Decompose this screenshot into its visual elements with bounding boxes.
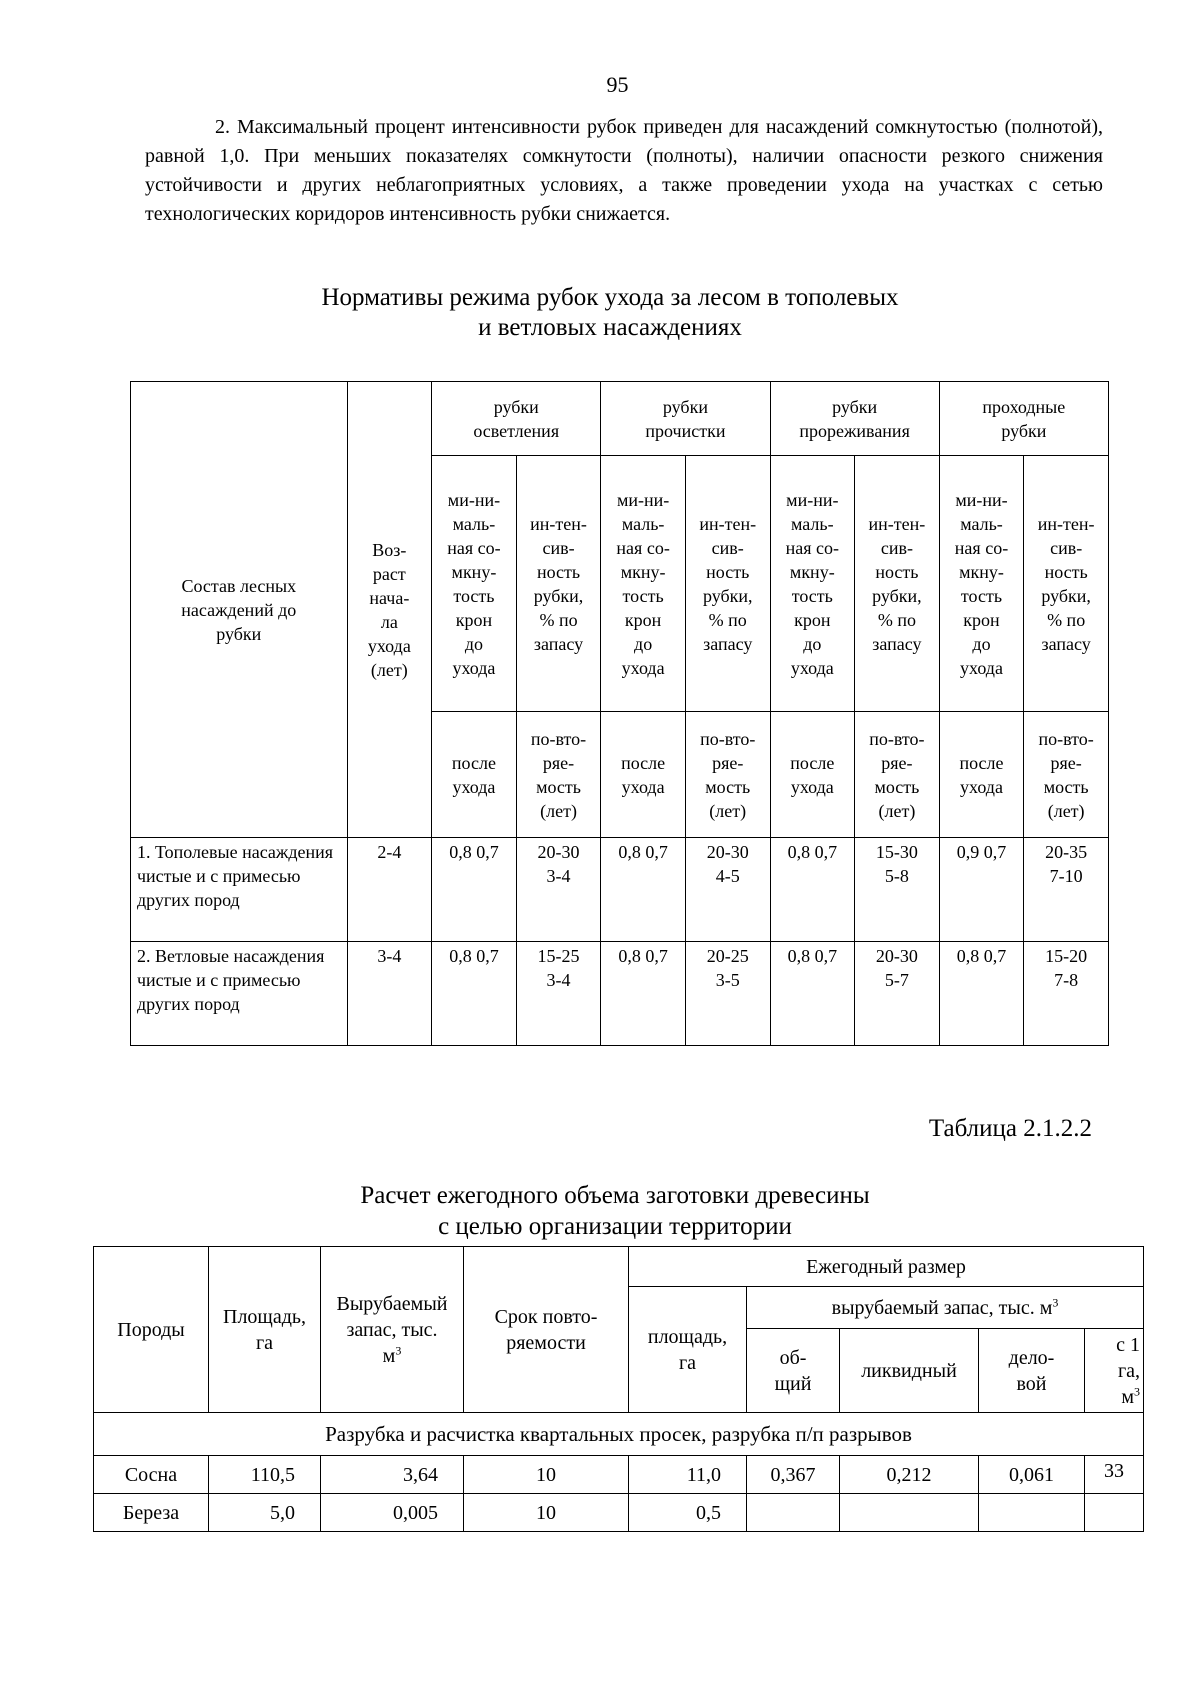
row-value: 0,8 0,7 [939, 942, 1024, 1046]
row-value: 20-30 5-7 [855, 942, 940, 1046]
header-repeat-interval: по-вто-ряе-мость (лет) [1024, 712, 1109, 838]
cell-annual-area: 0,5 [629, 1494, 747, 1532]
header-annual-area: площадь, га [629, 1287, 747, 1413]
table1-title-line1: Нормативы режима рубок ухода за лесом в тополевых [321, 284, 899, 311]
table1-title-line2: и ветловых насаждениях [478, 314, 742, 341]
header-min-density: ми-ни-маль-ная со-мкну-тость крон до ухода [601, 456, 686, 712]
row-age: 3-4 [347, 942, 432, 1046]
header-intensity: ин-тен-сив-ность рубки, % по запасу [855, 456, 940, 712]
row-value: 20-25 3-5 [685, 942, 770, 1046]
row-composition: 1. Тополевые насаждения чистые и с примесью других пород [131, 838, 348, 942]
cell-species: Береза [94, 1494, 209, 1532]
cell-repeat: 10 [464, 1494, 629, 1532]
cell-annual-area: 11,0 [629, 1456, 747, 1494]
header-composition: Состав лесных насаждений до рубки [131, 382, 348, 838]
thinning-norms-table [130, 381, 1109, 1046]
header-repeat-period: Срок повто-ряемости [464, 1247, 629, 1413]
header-group-2: рубки прочистки [601, 382, 770, 456]
header-intensity: ин-тен-сив-ность рубки, % по запасу [516, 456, 601, 712]
cell-repeat: 10 [464, 1456, 629, 1494]
cell-area: 5,0 [209, 1494, 321, 1532]
header-min-density: ми-ни-маль-ная со-мкну-тость крон до ухода [939, 456, 1024, 712]
header-after-care: после ухода [601, 712, 686, 838]
row-value: 20-30 4-5 [685, 838, 770, 942]
table-row [131, 838, 1109, 942]
table2-label: Таблица 2.1.2.2 [928, 1115, 1092, 1142]
cell-total [747, 1494, 840, 1532]
cell-stock: 0,005 [321, 1494, 464, 1532]
header-area: Площадь, га [209, 1247, 321, 1413]
page-number: 95 [606, 72, 629, 97]
row-value: 15-30 5-8 [855, 838, 940, 942]
row-value: 20-30 3-4 [516, 838, 601, 942]
annual-harvest-table [93, 1246, 1144, 1532]
row-value: 15-20 7-8 [1024, 942, 1109, 1046]
header-intensity: ин-тен-сив-ность рубки, % по запасу [685, 456, 770, 712]
cell-business: 0,061 [979, 1456, 1085, 1494]
header-group-4: проходные рубки [939, 382, 1108, 456]
header-repeat-interval: по-вто-ряе-мость (лет) [685, 712, 770, 838]
header-repeat-interval: по-вто-ряе-мость (лет) [516, 712, 601, 838]
header-repeat-interval: по-вто-ряе-мость (лет) [855, 712, 940, 838]
header-group-1: рубки осветления [432, 382, 601, 456]
header-felled-stock-group: вырубаемый запас, тыс. $м^3$ [747, 1287, 1144, 1329]
table2-title [150, 1180, 1080, 1242]
row-value: 0,8 0,7 [601, 942, 686, 1046]
row-value: 15-25 3-4 [516, 942, 601, 1046]
cell-per-ha: 33 [1085, 1456, 1144, 1494]
row-value: 0,8 0,7 [432, 838, 517, 942]
table-row [94, 1456, 1144, 1494]
table-row [131, 942, 1109, 1046]
cell-stock: 3,64 [321, 1456, 464, 1494]
cell-area: 110,5 [209, 1456, 321, 1494]
header-total: об-щий [747, 1329, 840, 1413]
header-group-3: рубки прореживания [770, 382, 939, 456]
cell-liquid: 0,212 [840, 1456, 979, 1494]
row-age: 2-4 [347, 838, 432, 942]
header-felled-stock: Вырубаемый запас, тыс. $м^3$ [321, 1247, 464, 1413]
header-species: Породы [94, 1247, 209, 1413]
header-after-care: после ухода [770, 712, 855, 838]
header-liquid: ликвидный [840, 1329, 979, 1413]
cell-liquid [840, 1494, 979, 1532]
row-value: 0,9 0,7 [939, 838, 1024, 942]
row-composition: 2. Ветловые насаждения чистые и с примесью других пород [131, 942, 348, 1046]
cell-total: 0,367 [747, 1456, 840, 1494]
row-value: 0,8 0,7 [770, 838, 855, 942]
header-intensity: ин-тен-сив-ность рубки, % по запасу [1024, 456, 1109, 712]
header-after-care: после ухода [432, 712, 517, 838]
cell-species: Сосна [94, 1456, 209, 1494]
table-row [94, 1494, 1144, 1532]
header-after-care: после ухода [939, 712, 1024, 838]
header-min-density: ми-ни-маль-ная со-мкну-тость крон до ухода [770, 456, 855, 712]
cell-per-ha [1085, 1494, 1144, 1532]
row-value: 20-35 7-10 [1024, 838, 1109, 942]
table1-title [170, 283, 1050, 343]
header-per-hectare: с 1 га, $м^3$ [1085, 1329, 1144, 1413]
header-start-age: Воз-раст нача-ла ухода (лет) [347, 382, 432, 838]
table2-title-line1: Расчет ежегодного объема заготовки древесины [360, 1182, 870, 1209]
table2-title-line2: с целью организации территории [438, 1213, 792, 1240]
section-row: Разрубка и расчистка квартальных просек, разрубка п/п разрывов [94, 1413, 1144, 1456]
header-business: дело-вой [979, 1329, 1085, 1413]
row-value: 0,8 0,7 [770, 942, 855, 1046]
row-value: 0,8 0,7 [601, 838, 686, 942]
body-paragraph: 2. Максимальный процент интенсивности рубок приведен для насаждений сомкнутостью (полнотой), равной 1,0. При меньших показателях сомкнутости (полноты), наличии опасности резкого снижения устойчивости и других неблагоприятных условиях, а также проведении ухода на участках с сетью технологических коридоров интенсивность рубки снижается. [145, 116, 1103, 225]
header-min-density: ми-ни-маль-ная со-мкну-тость крон до ухода [432, 456, 517, 712]
row-value: 0,8 0,7 [432, 942, 517, 1046]
cell-business [979, 1494, 1085, 1532]
header-annual-size: Ежегодный размер [629, 1247, 1144, 1287]
